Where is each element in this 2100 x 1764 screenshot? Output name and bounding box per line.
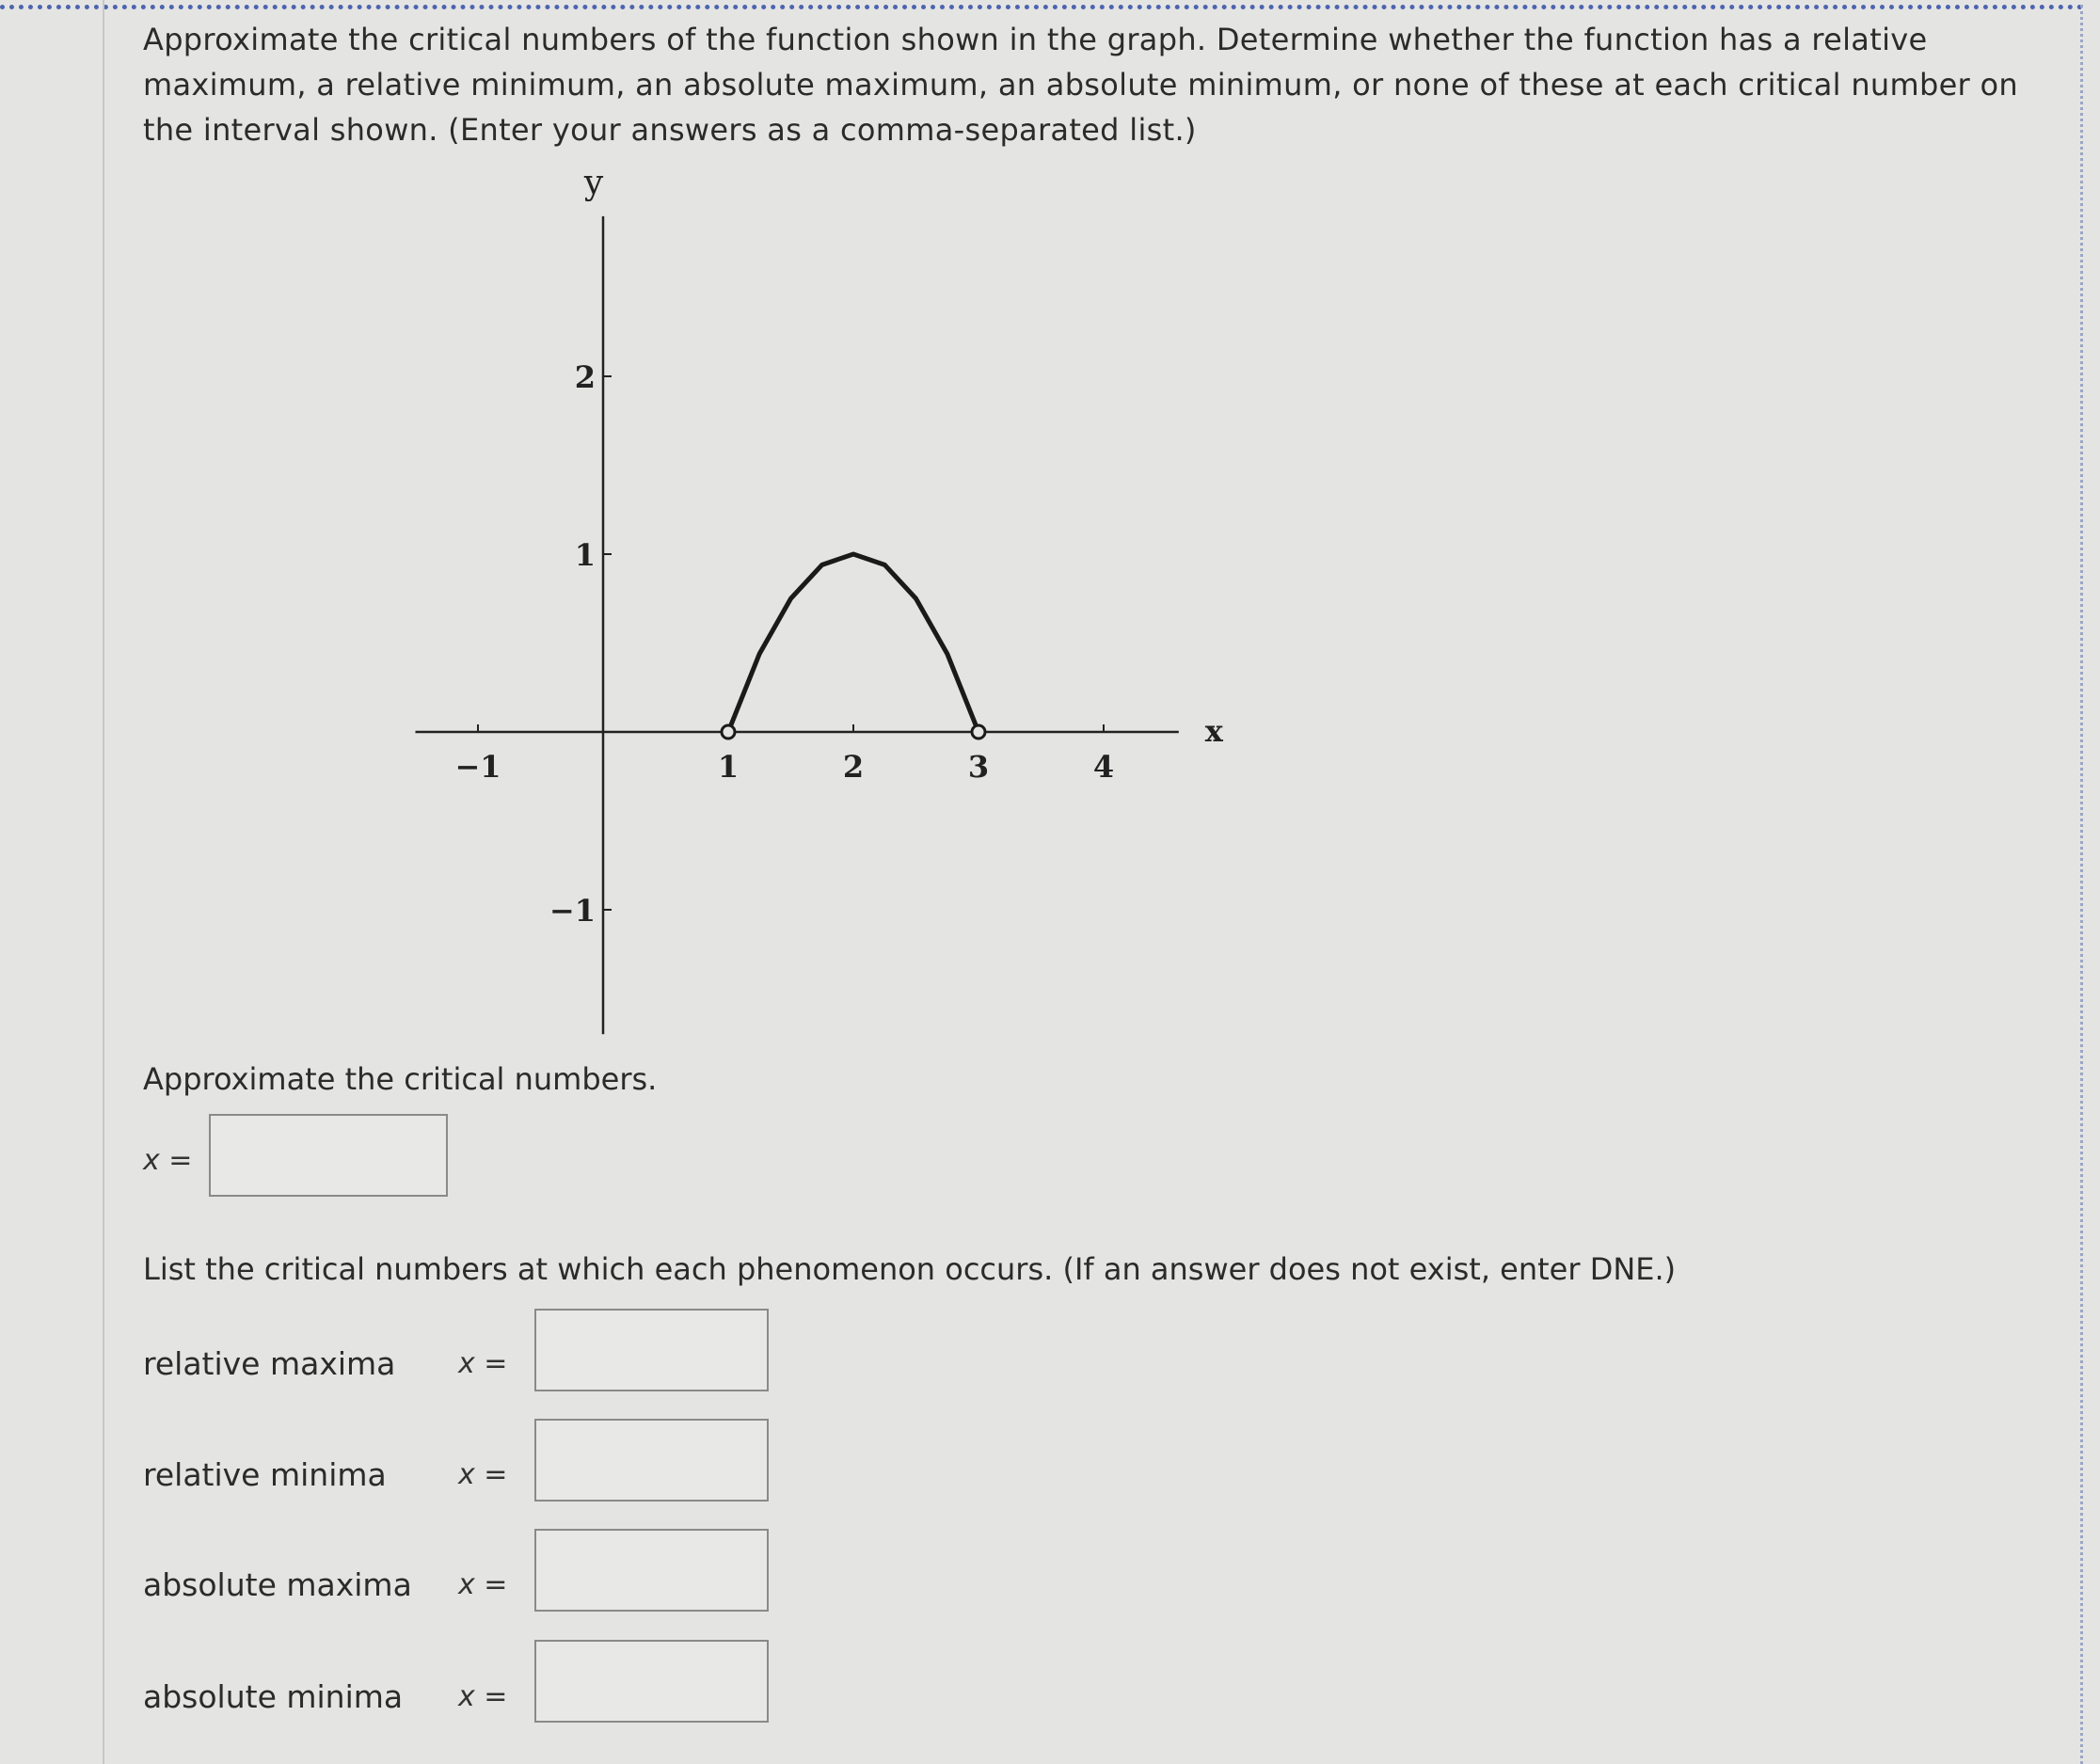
relative-minima-input[interactable] (534, 1419, 769, 1502)
panel-top-border (0, 5, 2084, 9)
critical-numbers-prompt: Approximate the critical numbers. (143, 1061, 658, 1097)
x-tick-label: −1 (454, 749, 501, 785)
absolute-minima-x-equals: x = (458, 1680, 508, 1713)
question-text: Approximate the critical numbers of the function shown in the graph. Determine whether the function has a relative maximum, a relative minimum, an absolute maximum, an absolute minimum, or none of these at each critical number on the interval shown. (Enter your answers as a comma-separated list.) (143, 22, 2018, 148)
absolute-maxima-label: absolute maxima (143, 1566, 412, 1603)
absolute-minima-input[interactable] (534, 1640, 769, 1723)
phenomenon-list-prompt: List the critical numbers at which each phenomenon occurs. (If an answer does not exist, enter DNE.) (143, 1251, 1677, 1287)
panel-left-border (103, 0, 104, 1764)
absolute-maxima-input[interactable] (534, 1529, 769, 1612)
absolute-maxima-x-equals: x = (458, 1568, 508, 1601)
function-graph (376, 163, 1223, 1054)
critical-x-equals-label: x = (143, 1144, 193, 1177)
x-tick-label: 4 (1092, 749, 1115, 785)
x-tick-label: 3 (967, 749, 990, 785)
y-tick-label: −1 (549, 893, 596, 929)
relative-maxima-x-equals: x = (458, 1347, 508, 1380)
panel-right-border (2080, 5, 2083, 1764)
absolute-minima-label: absolute minima (143, 1678, 404, 1715)
x-axis-label: x (1204, 713, 1223, 749)
critical-numbers-input[interactable] (209, 1114, 448, 1197)
relative-minima-x-equals: x = (458, 1458, 508, 1491)
x-tick-label: 1 (717, 749, 740, 785)
relative-maxima-label: relative maxima (143, 1345, 396, 1382)
y-tick-label: 2 (574, 359, 596, 395)
y-axis-label: y (583, 163, 604, 202)
open-endpoint (722, 725, 735, 739)
x-tick-label: 2 (842, 749, 865, 785)
open-endpoint (972, 725, 985, 739)
relative-minima-label: relative minima (143, 1456, 387, 1493)
relative-maxima-input[interactable] (534, 1309, 769, 1391)
function-curve (728, 554, 978, 732)
y-tick-label: 1 (574, 537, 596, 573)
